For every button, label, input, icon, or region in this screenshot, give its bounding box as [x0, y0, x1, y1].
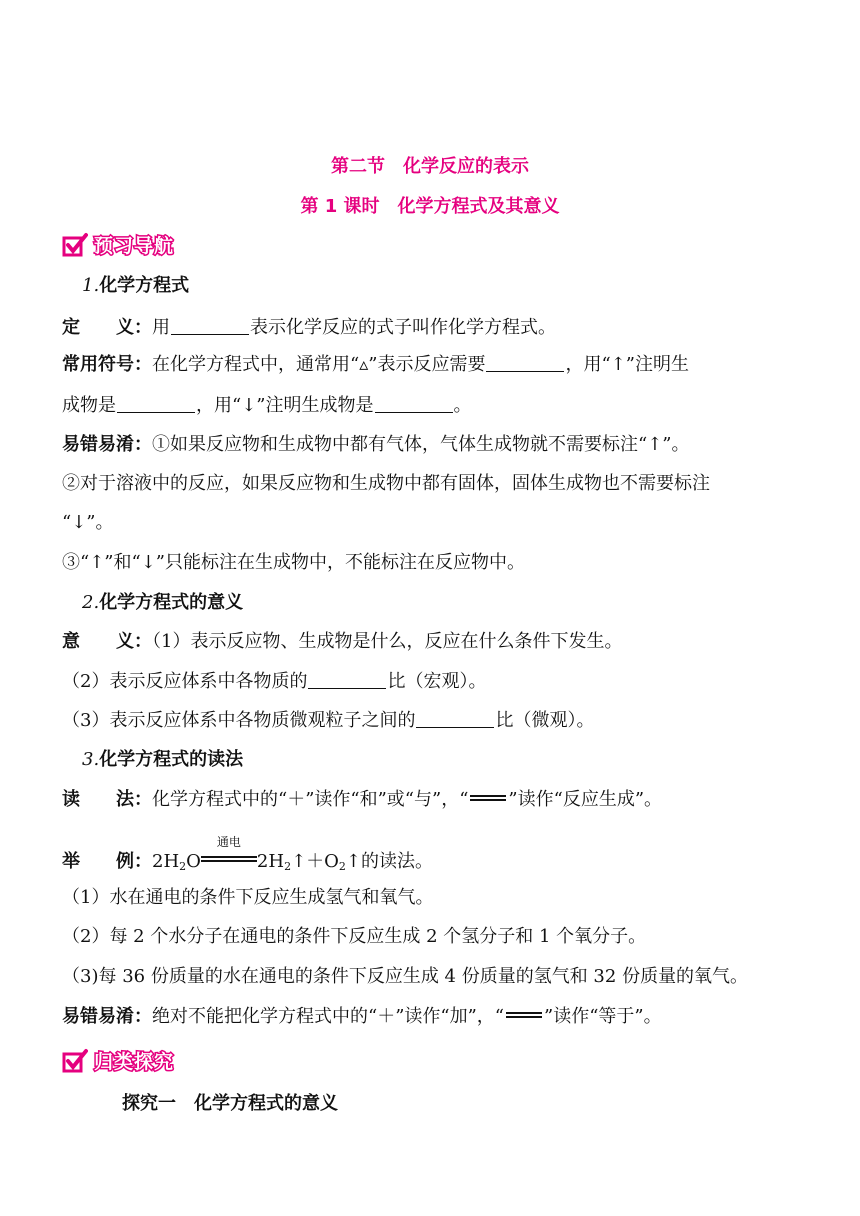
blank: [308, 670, 386, 689]
equals-sign: [506, 1012, 542, 1018]
reading-error: 易错易淆：绝对不能把化学方程式中的“＋”读作“加”，“ ”读作“等于”。: [62, 1006, 662, 1027]
blank: [375, 394, 453, 413]
example-line: 举 例：$2H_2O$ 通电 $2H_2↑+O_2↑$的读法。: [62, 835, 434, 873]
blank: [416, 709, 494, 728]
meaning-line-3: （3）表示反应体系中各物质微观粒子之间的 比（微观）。: [62, 710, 595, 731]
error-line-1: 易错易淆：①如果反应物和生成物中都有气体，气体生成物就不需要标注“↑”。: [62, 434, 690, 455]
section-title: 第二节 化学反应的表示: [331, 156, 529, 177]
blank: [486, 353, 564, 372]
part2-heading: 2.化学方程式的意义: [82, 592, 244, 613]
error-line-3: ③“↑”和“↓”只能标注在生成物中，不能标注在反应物中。: [62, 552, 525, 573]
meaning-line-2: （2）表示反应体系中各物质的 比（宏观）。: [62, 671, 487, 692]
explore-header: [62, 1047, 174, 1074]
definition-line: 定 义：用 表示化学反应的式子叫作化学方程式。: [62, 317, 556, 338]
part3-heading: 3.化学方程式的读法: [82, 749, 244, 770]
reading-1: （1）水在通电的条件下反应生成氢气和氧气。: [62, 887, 434, 908]
meaning-line-1: 意 义：（1）表示反应物、生成物是什么，反应在什么条件下发生。: [62, 631, 623, 652]
checkbox-icon: [62, 232, 88, 258]
reading-line: 读 法：化学方程式中的“＋”读作“和”或“与”，“ ”读作“反应生成”。: [62, 789, 663, 810]
preview-header-label: 预习导航: [94, 235, 175, 257]
checkbox-icon: [62, 1048, 88, 1074]
explore-1-heading: 探究一 化学方程式的意义: [122, 1093, 338, 1114]
blank: [117, 394, 195, 413]
reaction-arrow: 通电: [201, 846, 257, 870]
error-line-2: ②对于溶液中的反应，如果反应物和生成物中都有固体，固体生成物也不需要标注: [62, 473, 710, 494]
symbols-line: 常用符号：在化学方程式中，通常用“▵”表示反应需要 ，用“↑”注明生: [62, 354, 689, 375]
reading-2: （2）每 2 个水分子在通电的条件下反应生成 2 个氢分子和 1 个氧分子。: [62, 926, 647, 947]
symbols-line-2: 成物是 ，用“↓”注明生成物是 。: [62, 395, 472, 416]
part1-heading: 1.化学方程式: [82, 275, 190, 296]
explore-header-label: 归类探究: [94, 1051, 175, 1073]
equals-sign: [470, 795, 506, 801]
lesson-title: 第 1 课时 化学方程式及其意义: [300, 196, 560, 217]
reading-3: （3)每 36 份质量的水在通电的条件下反应生成 4 份质量的氢气和 32 份质量的氧气。: [62, 966, 749, 987]
preview-header: [62, 231, 174, 258]
blank: [171, 316, 249, 335]
error-line-2b: “↓”。: [62, 512, 114, 533]
